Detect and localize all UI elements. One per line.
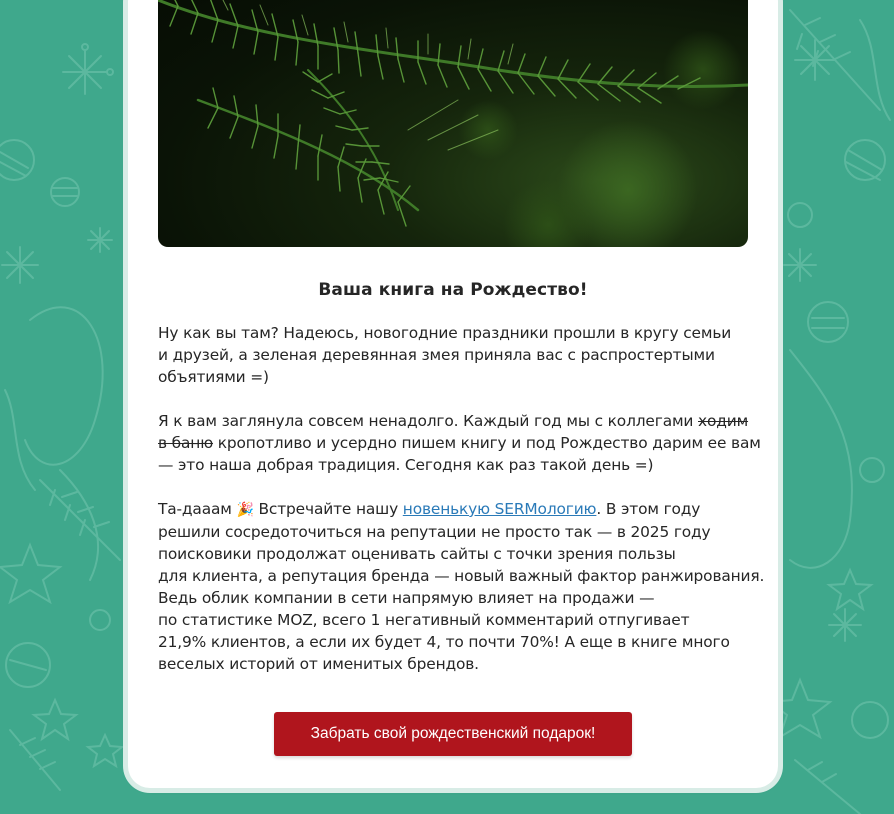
paragraph-line: веселых историй от именитых брендов. xyxy=(158,655,479,673)
text-fragment: . В этом году xyxy=(596,500,701,518)
email-card xyxy=(128,0,778,788)
email-title: Ваша книга на Рождество! xyxy=(318,280,588,300)
paragraph-line: Ведь облик компании в сети напрямую влияет на продажи — xyxy=(158,589,655,607)
paragraph-line: для клиента, а репутация бренда — новый важный фактор ранжирования. xyxy=(158,567,765,585)
paragraph-tradition xyxy=(158,410,761,476)
paragraph-line: по статистике MOZ, всего 1 негативный комментарий отпугивает xyxy=(158,611,690,629)
party-popper-icon: 🎉 xyxy=(236,502,254,518)
paragraph-line: — это наша добрая традиция. Сегодня как раз такой день =) xyxy=(158,456,654,474)
strikethrough-text: в баню xyxy=(158,434,214,452)
cta-container xyxy=(274,712,632,756)
text-fragment: кропотливо и усердно пишем книгу и под Рождество дарим ее вам xyxy=(213,434,761,452)
paragraph-greeting xyxy=(158,322,748,388)
get-gift-button[interactable]: Забрать свой рождественский подарок! xyxy=(274,712,632,756)
christmas-tree-branch-image xyxy=(158,0,748,247)
paragraph-line xyxy=(158,432,761,454)
paragraph-line: 21,9% клиентов, а если их будет 4, то почти 70%! А еще в книге много xyxy=(158,633,730,651)
paragraph-line: Ну как вы там? Надеюсь, новогодние праздники прошли в кругу семьи xyxy=(158,324,732,342)
text-fragment: Та-дааам xyxy=(158,500,237,518)
fir-branch-illustration xyxy=(158,0,748,247)
paragraph-line: объятиями =) xyxy=(158,368,269,386)
book-link[interactable]: новенькую SERМологию xyxy=(402,500,597,518)
email-body xyxy=(158,280,765,697)
paragraph-line xyxy=(158,410,748,432)
paragraph-line xyxy=(158,498,748,521)
paragraph-line: и друзей, а зеленая деревянная змея приняла вас с распростертыми xyxy=(158,346,715,364)
paragraph-book-announcement xyxy=(158,498,765,675)
strikethrough-text: ходим xyxy=(698,412,749,430)
text-fragment: Встречайте нашу xyxy=(253,500,403,518)
text-fragment: Я к вам заглянула совсем ненадолго. Каждый год мы с коллегами xyxy=(158,412,699,430)
paragraph-line: решили сосредоточиться на репутации не просто так — в 2025 году xyxy=(158,523,711,541)
paragraph-line: поисковики продолжат оценивать сайты с точки зрения пользы xyxy=(158,545,676,563)
